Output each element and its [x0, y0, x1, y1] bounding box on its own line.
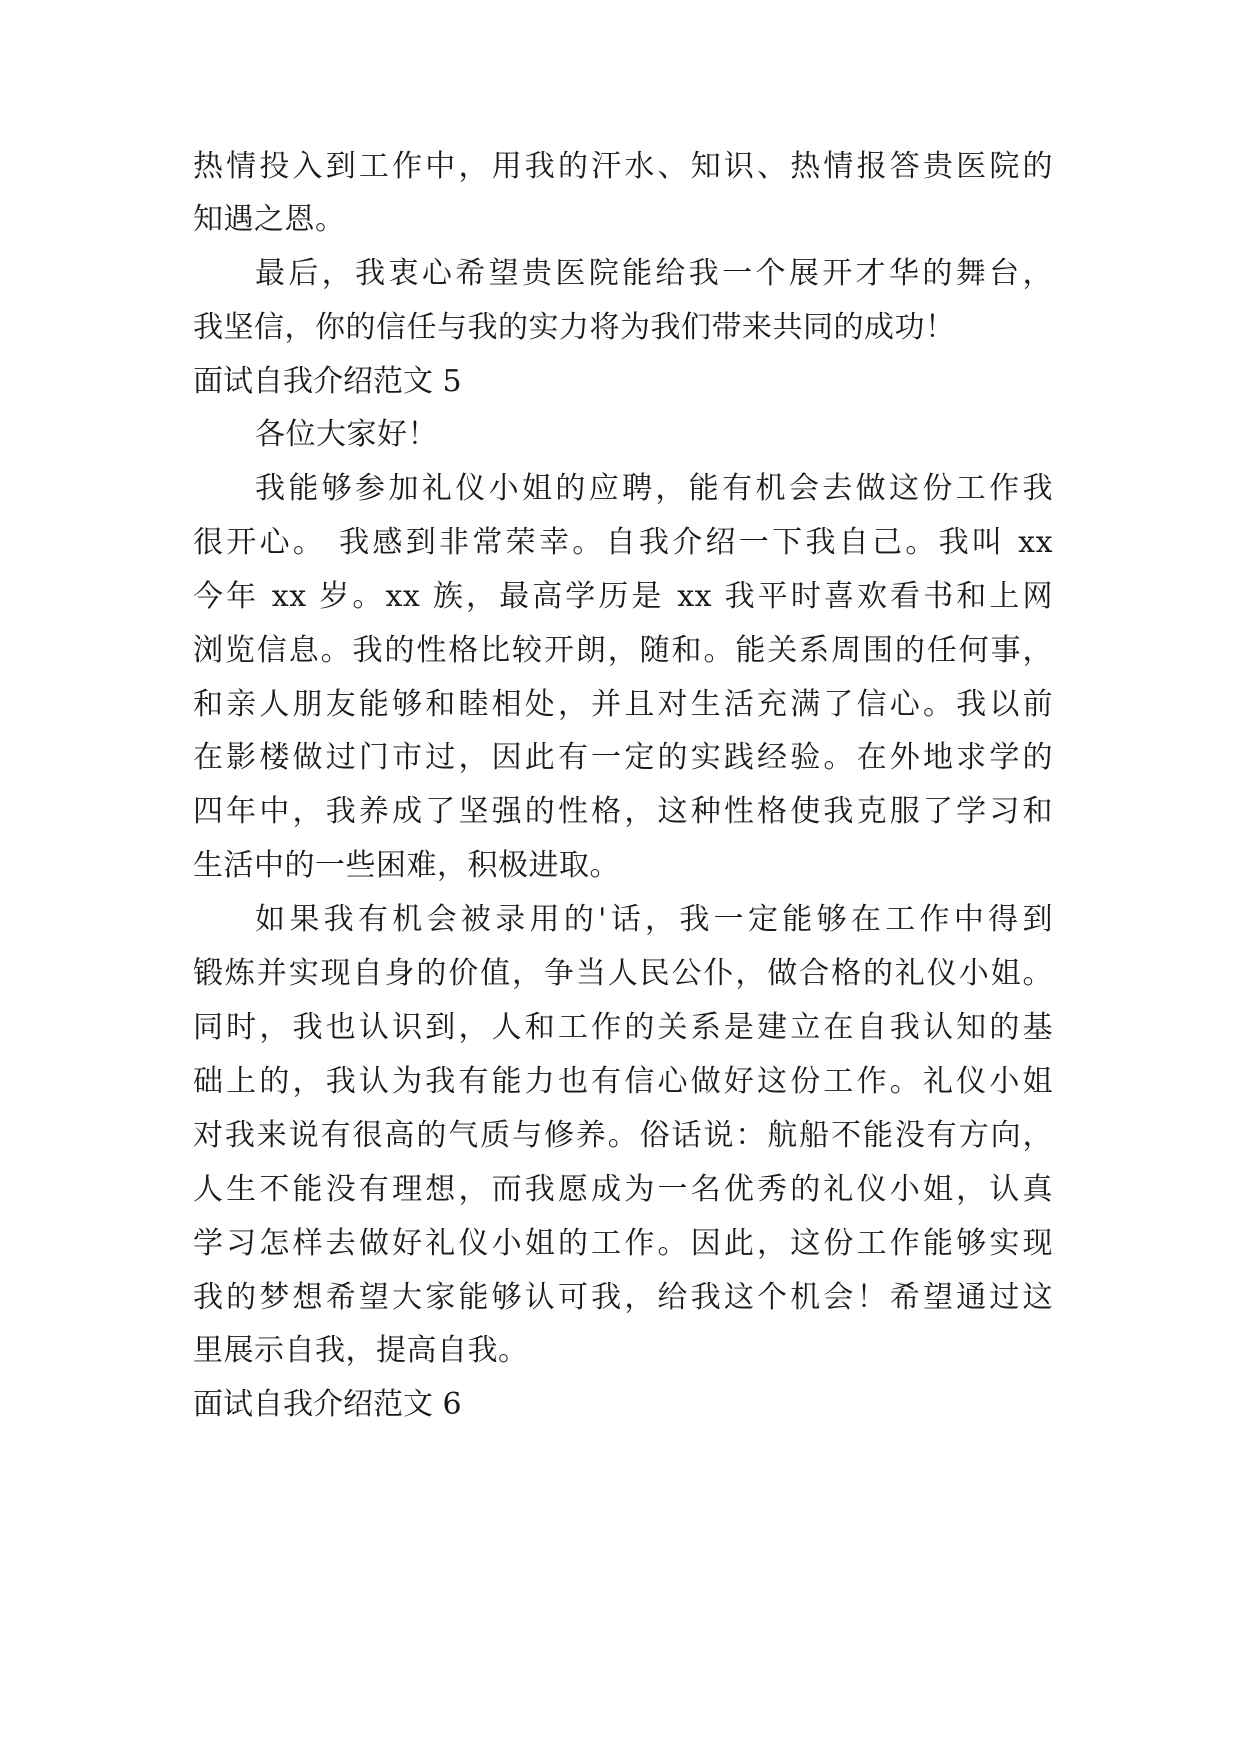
text-line: 热情投入到工作中，用我的汗水、知识、热情报答贵医院的	[193, 149, 1053, 184]
section-heading: 面试自我介绍范文 6	[193, 1387, 462, 1422]
text-line: 学习怎样去做好礼仪小姐的工作。因此，这份工作能够实现	[193, 1226, 1053, 1261]
text-line: 如果我有机会被录用的'话，我一定能够在工作中得到	[255, 902, 1053, 937]
text-line: 浏览信息。我的性格比较开朗，随和。能关系周围的任何事，	[193, 633, 1053, 668]
text-line: 我的梦想希望大家能够认可我，给我这个机会！希望通过这	[193, 1280, 1053, 1315]
text-line: 各位大家好！	[255, 417, 438, 452]
text-line: 生活中的一些困难，积极进取。	[193, 848, 620, 883]
text-line: 很开心。 我感到非常荣幸。自我介绍一下我自己。我叫 xx	[193, 525, 1053, 560]
text-line: 我坚信，你的信任与我的实力将为我们带来共同的成功！	[193, 310, 956, 345]
text-line: 同时，我也认识到，人和工作的关系是建立在自我认知的基	[193, 1010, 1053, 1045]
section-heading: 面试自我介绍范文 5	[193, 364, 462, 399]
text-line: 里展示自我，提高自我。	[193, 1333, 529, 1368]
text-line: 锻炼并实现自身的价值，争当人民公仆，做合格的礼仪小姐。	[193, 956, 1053, 991]
text-line: 础上的，我认为我有能力也有信心做好这份工作。礼仪小姐	[193, 1064, 1053, 1099]
text-line: 四年中，我养成了坚强的性格，这种性格使我克服了学习和	[193, 794, 1053, 829]
text-line: 最后，我衷心希望贵医院能给我一个展开才华的舞台，	[255, 256, 1053, 291]
text-line: 我能够参加礼仪小姐的应聘，能有机会去做这份工作我	[255, 471, 1053, 506]
text-line: 和亲人朋友能够和睦相处，并且对生活充满了信心。我以前	[193, 687, 1053, 722]
text-line: 知遇之恩。	[193, 202, 346, 237]
text-line: 对我来说有很高的气质与修养。俗话说：航船不能没有方向，	[193, 1118, 1053, 1153]
text-line: 在影楼做过门市过，因此有一定的实践经验。在外地求学的	[193, 740, 1053, 775]
text-line: 今年 xx 岁。xx 族，最高学历是 xx 我平时喜欢看书和上网	[193, 579, 1053, 614]
text-line: 人生不能没有理想，而我愿成为一名优秀的礼仪小姐，认真	[193, 1172, 1053, 1207]
